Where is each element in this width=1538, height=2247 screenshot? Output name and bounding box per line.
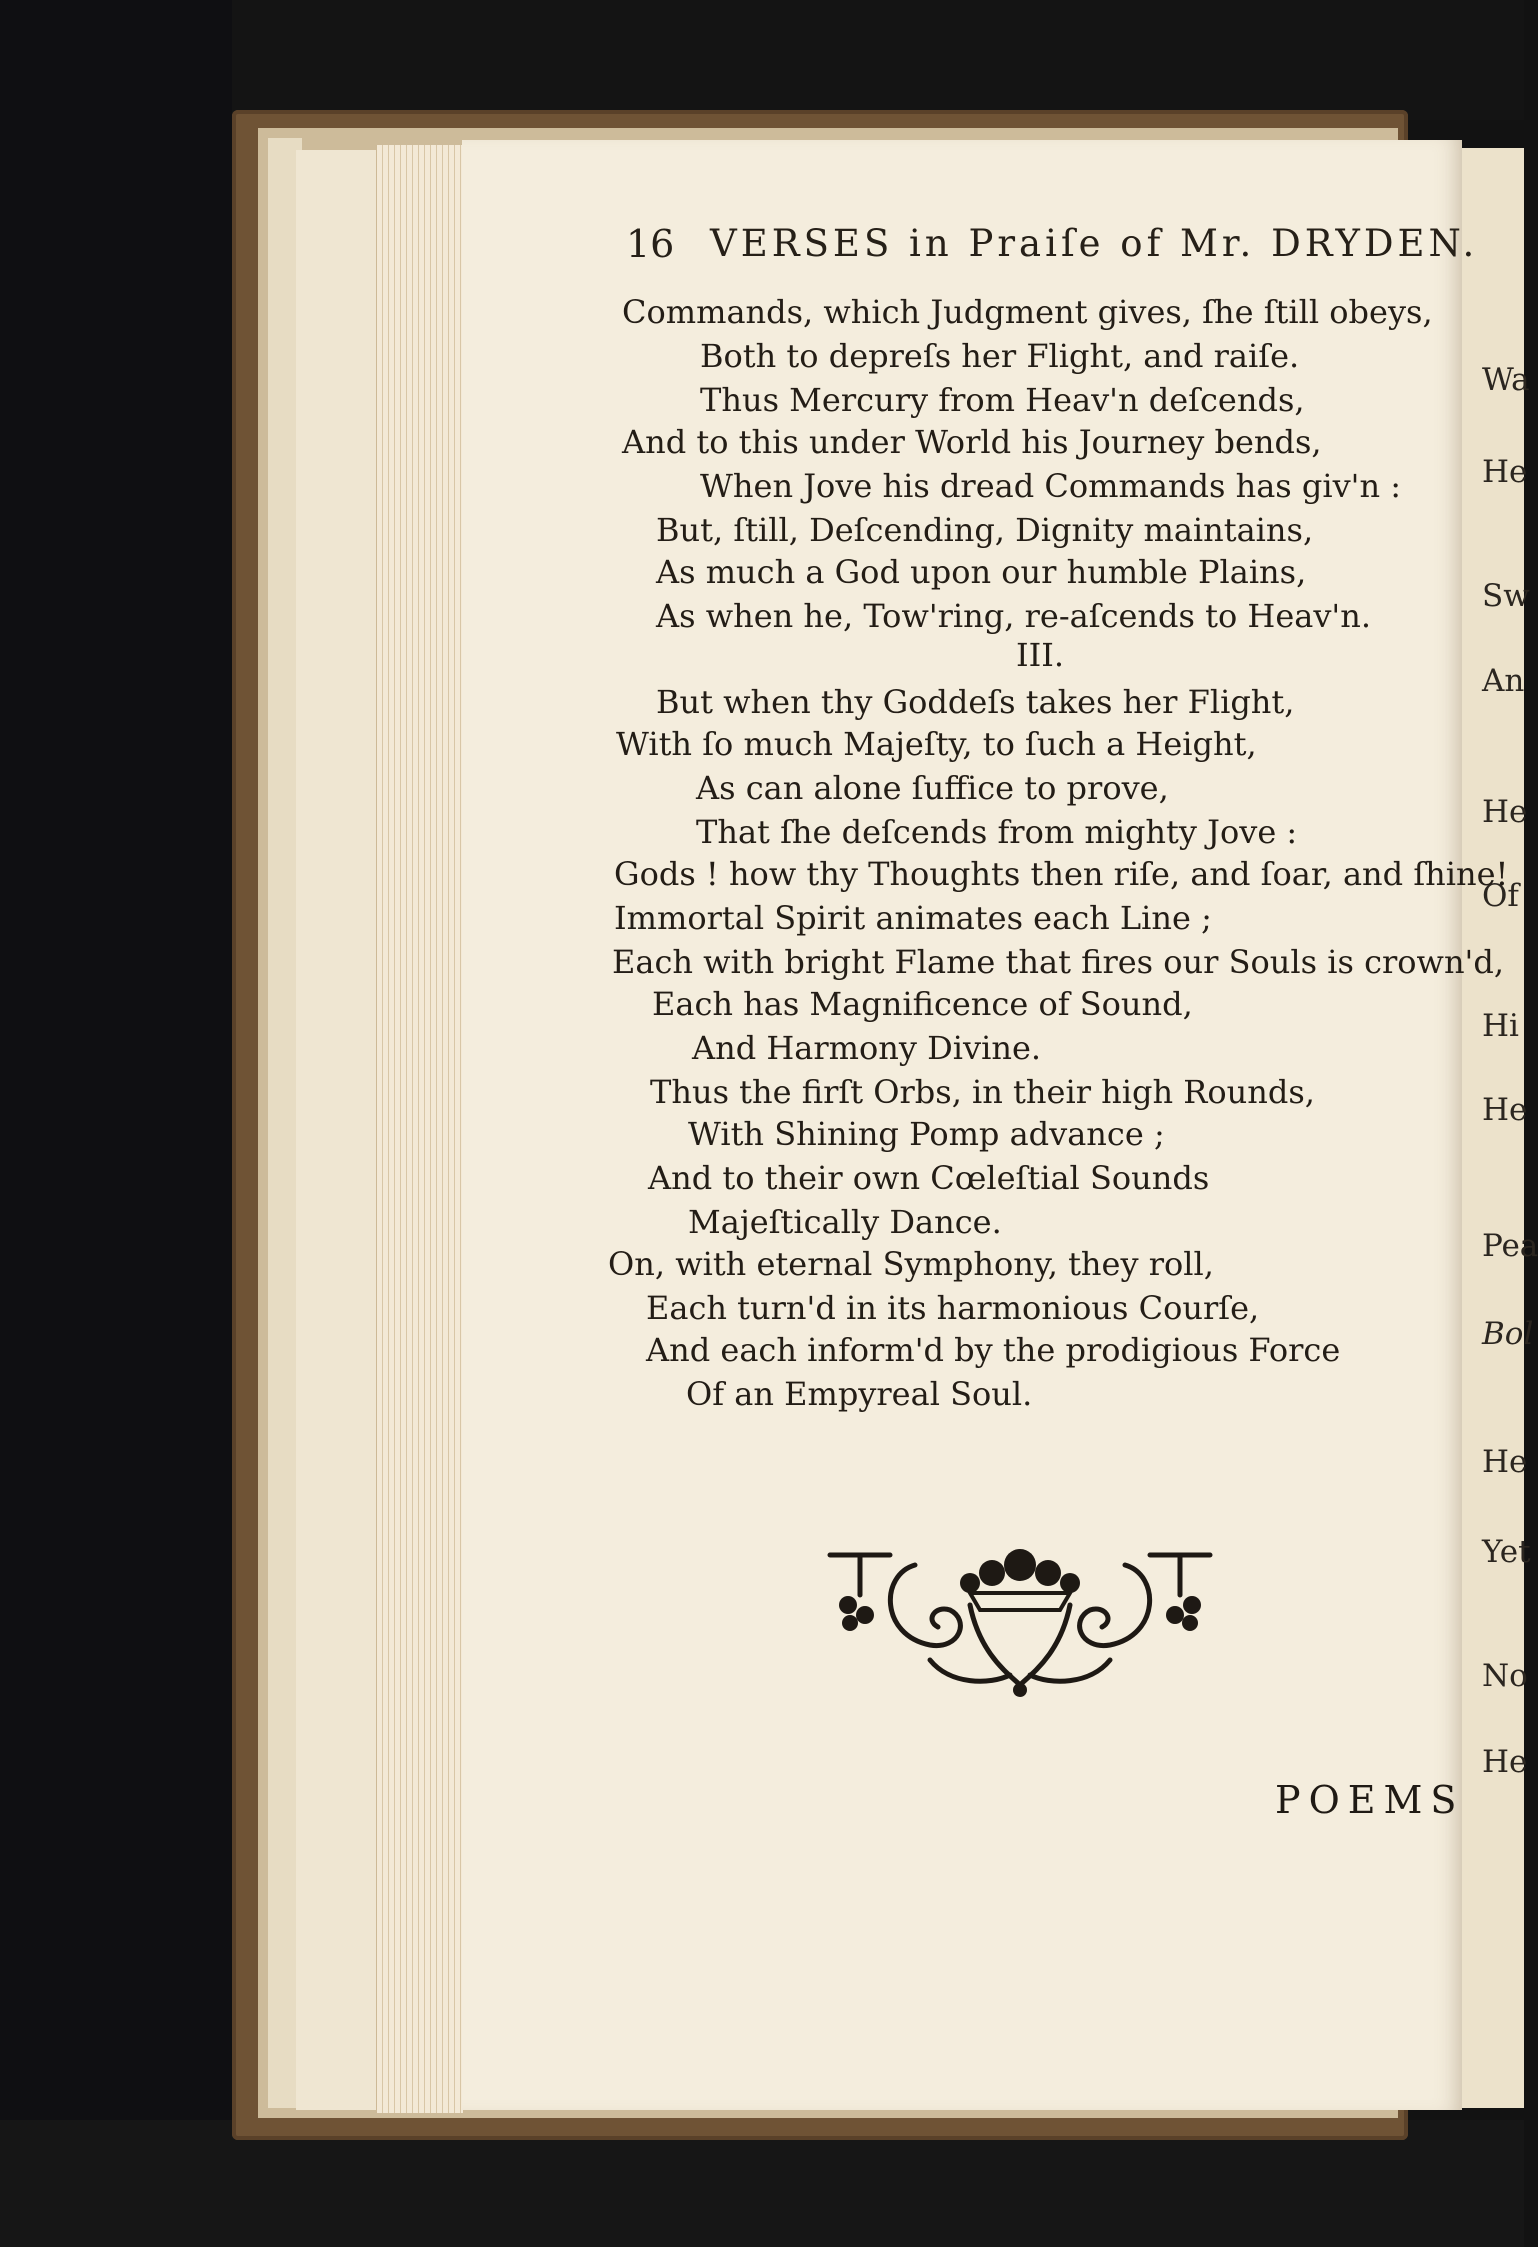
verse-line: Thus Mercury from Heav'n deſcends, xyxy=(700,381,1305,419)
verse-line: Each with bright Flame that fires our Souls is crown'd, xyxy=(612,943,1504,981)
verse-line: And each inform'd by the prodigious Force xyxy=(646,1331,1341,1369)
verse-line: When Jove his dread Commands has giv'n : xyxy=(700,467,1402,505)
facing-line: He xyxy=(1482,454,1528,490)
verse-line: As when he, Tow'ring, re-aſcends to Heav'n. xyxy=(656,597,1371,635)
verse-line: Immortal Spirit animates each Line ; xyxy=(614,899,1212,937)
page-number: 16 xyxy=(626,222,675,266)
page-edges xyxy=(376,145,464,2113)
catchword: POEMS xyxy=(1275,1778,1465,1822)
verse-line: Majeſtically Dance. xyxy=(688,1203,1002,1241)
stanza-number: III. xyxy=(1016,636,1065,674)
background-left xyxy=(0,0,232,2247)
facing-line: Wa xyxy=(1482,362,1530,398)
verse-line: Commands, which Judgment gives, ſhe ſtill obeys, xyxy=(622,293,1433,331)
facing-line: Of xyxy=(1482,878,1519,914)
facing-line: Sw xyxy=(1482,578,1530,614)
running-header xyxy=(0,222,1524,282)
facing-line: An xyxy=(1482,663,1525,699)
facing-line: No xyxy=(1482,1658,1528,1694)
verse-line: With ſo much Majeſty, to ſuch a Height, xyxy=(616,725,1257,763)
verse-line: That ſhe deſcends from mighty Jove : xyxy=(696,813,1298,851)
verse-line: And to their own Cœleſtial Sounds xyxy=(648,1159,1210,1197)
verse-line: Both to depreſs her Flight, and raiſe. xyxy=(700,337,1300,375)
facing-line: Hi xyxy=(1482,1008,1519,1044)
facing-line: He xyxy=(1482,794,1528,830)
verse-line: Thus the firſt Orbs, in their high Rounds, xyxy=(650,1073,1315,1111)
verse-line: And to this under World his Journey bends, xyxy=(622,423,1322,461)
verse-line: And Harmony Divine. xyxy=(692,1029,1042,1067)
facing-page xyxy=(1462,148,1538,2108)
verse-line: With Shining Pomp advance ; xyxy=(688,1115,1165,1153)
verse-line: On, with eternal Symphony, they roll, xyxy=(608,1245,1214,1283)
running-head: VERSES in Praiſe of Mr. DRYDEN. xyxy=(710,222,1479,265)
facing-line: Yet xyxy=(1482,1534,1531,1570)
facing-line: He xyxy=(1482,1744,1528,1780)
verse-line: Gods ! how thy Thoughts then riſe, and ſoar, and ſhine! xyxy=(614,855,1509,893)
verse-line: But, ſtill, Deſcending, Dignity maintains, xyxy=(656,511,1314,549)
facing-line: Bol xyxy=(1482,1316,1534,1352)
verse-line: Each has Magnificence of Sound, xyxy=(652,985,1193,1023)
verse-line: As can alone ſuffice to prove, xyxy=(696,769,1169,807)
facing-line: Pea xyxy=(1482,1228,1538,1264)
ornament-tailpiece xyxy=(820,1535,1220,1700)
facing-line: He xyxy=(1482,1092,1528,1128)
verse-line: As much a God upon our humble Plains, xyxy=(656,553,1307,591)
verse-line: Of an Empyreal Soul. xyxy=(686,1375,1033,1413)
flyleaf xyxy=(296,150,377,2110)
verse-line: But when thy Goddeſs takes her Flight, xyxy=(656,683,1295,721)
verse-line: Each turn'd in its harmonious Courſe, xyxy=(646,1289,1260,1327)
facing-line: He xyxy=(1482,1444,1528,1480)
